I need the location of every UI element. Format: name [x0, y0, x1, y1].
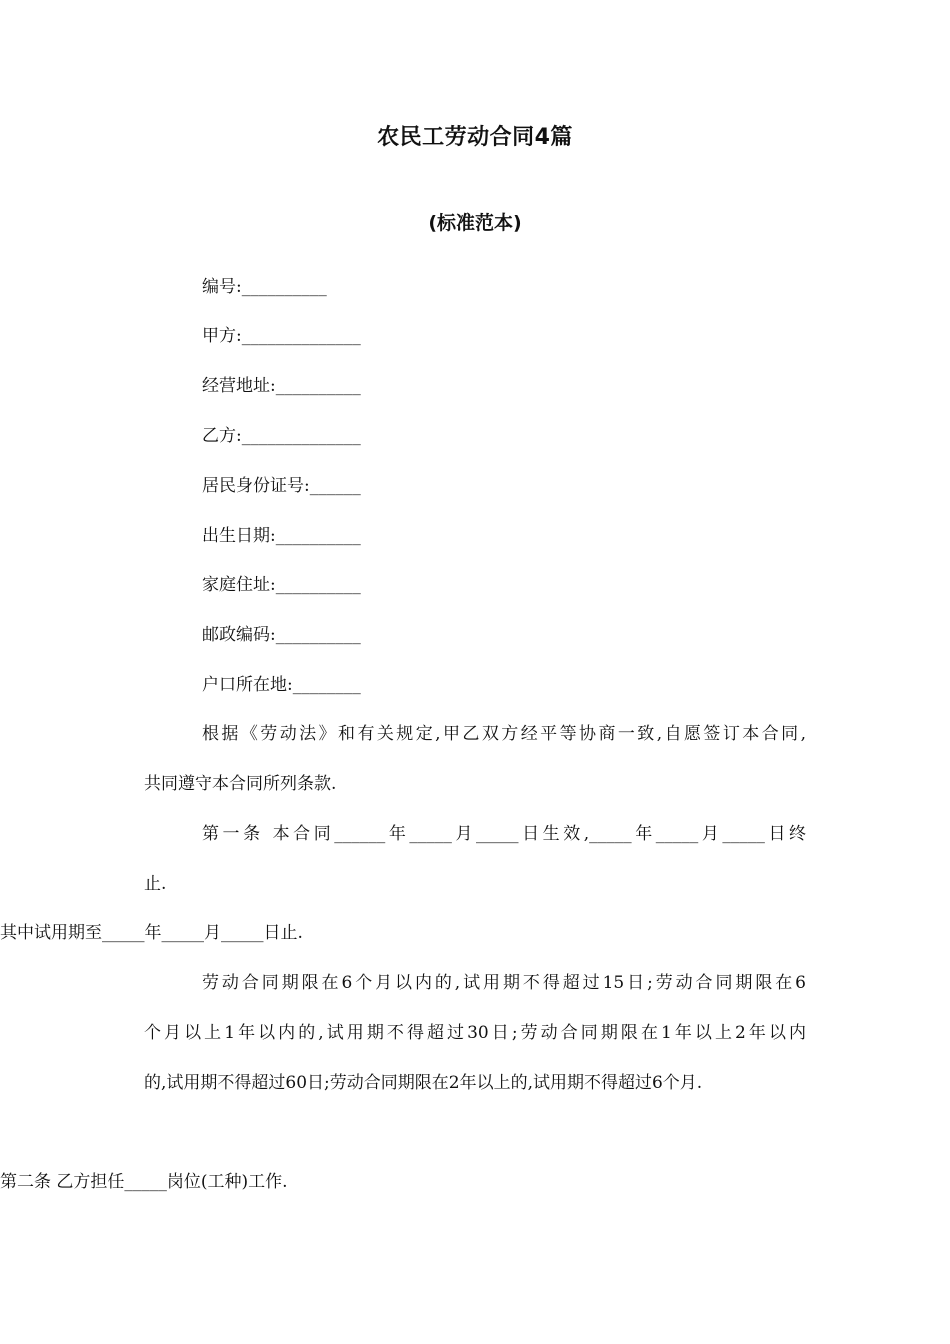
preamble-line-2: 共同遵守本合同所列条款.: [144, 774, 337, 794]
field-birth-date: 出生日期:__________: [202, 526, 361, 546]
document-subtitle: (标准范本): [428, 212, 522, 234]
document-title: 农民工劳动合同4篇: [377, 125, 573, 150]
field-party-b: 乙方:______________: [202, 426, 361, 446]
preamble-line-1: 根据《劳动法》和有关规定,甲乙双方经平等协商一致,自愿签订本合同,: [202, 724, 806, 744]
probation-rules-line-1: 劳动合同期限在6个月以内的,试用期不得超过15日;劳动合同期限在6: [202, 973, 806, 993]
article-2: 第二条 乙方担任_____岗位(工种)工作.: [0, 1172, 288, 1192]
article-1-line-2: 止.: [144, 874, 167, 894]
probation-rules-line-3: 的,试用期不得超过60日;劳动合同期限在2年以上的,试用期不得超过6个月.: [144, 1073, 703, 1093]
field-household-registration: 户口所在地:________: [202, 675, 361, 695]
field-id-number: 居民身份证号:______: [202, 476, 361, 496]
article-1-line-1: 第一条 本合同______年_____月_____日生效,_____年_____月_____日终: [202, 824, 806, 844]
probation-rules-line-2: 个月以上1年以内的,试用期不得超过30日;劳动合同期限在1年以上2年以内: [144, 1023, 806, 1043]
field-home-address: 家庭住址:__________: [202, 575, 361, 595]
field-postal-code: 邮政编码:__________: [202, 625, 361, 645]
field-contract-number: 编号:__________: [202, 277, 327, 297]
field-business-address: 经营地址:__________: [202, 376, 361, 396]
probation-period: 其中试用期至_____年_____月_____日止.: [0, 923, 303, 943]
field-party-a: 甲方:______________: [202, 326, 361, 346]
